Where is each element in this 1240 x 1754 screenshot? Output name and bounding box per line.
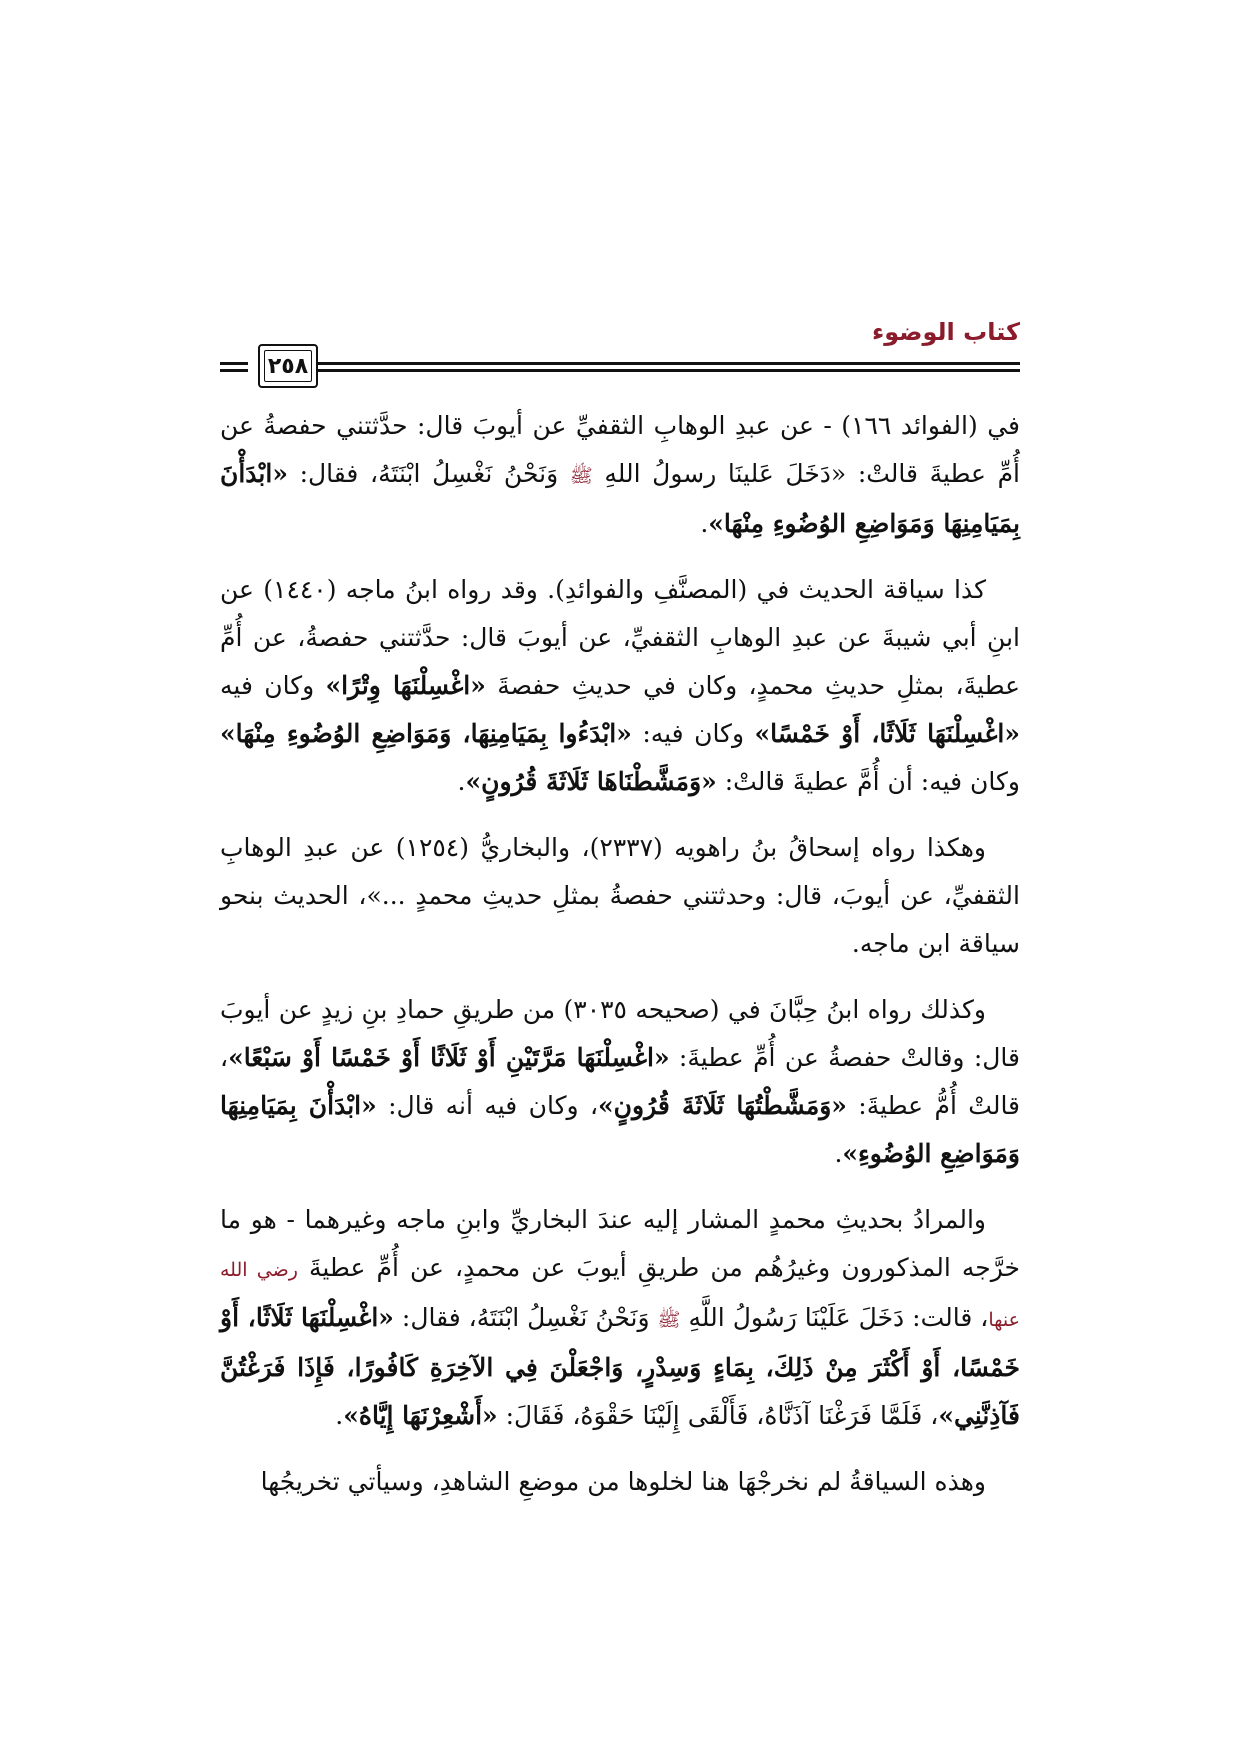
page-body <box>220 402 1020 1524</box>
header-rule <box>220 362 248 365</box>
hadith-quote: «ابْدَءُوا بِمَيَامِنِهَا، وَمَوَاضِعِ الوُضُوءِ مِنْهَا» <box>220 719 632 748</box>
text: وكان فيه <box>220 671 326 700</box>
hadith-quote: «وَمَشَّطْنَاهَا ثَلَاثَةَ قُرُونٍ» <box>465 767 717 796</box>
hadith-quote: «اغْسِلْنَهَا مَرَّتَيْنِ أَوْ ثَلَاثًا أَوْ خَمْسًا أَوْ سَبْعًا» <box>228 1043 670 1072</box>
page-number-frame <box>258 344 318 388</box>
text: ، قالتْ أُمُّ عطيةَ: <box>220 1043 1021 1120</box>
text: . <box>335 1401 344 1430</box>
hadith-quote: «أَشْعِرْنَهَا إِيَّاهُ» <box>343 1401 498 1430</box>
hadith-quote: «اغْسِلْنَهَا وِتْرًا» <box>325 671 486 700</box>
header-rule <box>318 369 1020 372</box>
text: في (الفوائد ١٦٦) - عن عبدِ الوهابِ الثقفيِّ عن أيوبَ قال: حدَّثتني حفصةُ عن أُمِّ عطيةَ قالتْ: «دَخَلَ عَلينَا رسولُ اللهِ <box>220 411 1021 488</box>
text: ، وكان فيه أنه قال: <box>376 1091 599 1120</box>
text: وهكذا رواه إسحاقُ بنُ راهويه (٢٣٣٧)، والبخاريُّ (١٢٥٤) عن عبدِ الوهابِ الثقفيِّ، عن أيوبَ، قال: وحدثتني حفصةُ بمثلِ حديثِ محمدٍ ...»، الحديث بنحو سياقة ابن ماجه. <box>220 833 1020 958</box>
hadith-quote: «اغْسِلْنَهَا ثَلَاثًا، أَوْ خَمْسًا» <box>754 719 1020 748</box>
text: ، قالت: دَخَلَ عَلَيْنَا رَسُولُ اللَّهِ <box>680 1303 989 1332</box>
hadith-quote: «اغْسِلْنَهَا ثَلَاثًا، أَوْ خَمْسًا، أَوْ أَكْثَرَ مِنْ ذَلِكَ، بِمَاءٍ وَسِدْرٍ، وَاجْعَلْنَ فِي الآخِرَةِ كَافُورًا، فَإِذَا فَرَغْتُنَّ فَآذِنَّنِي» <box>220 1303 1020 1430</box>
honorific-symbol: ﷺ <box>657 1309 681 1331</box>
text: وكان فيه: أن أُمَّ عطيةَ قالتْ: <box>716 767 1020 796</box>
text: والمرادُ بحديثِ محمدٍ المشار إليه عندَ البخاريِّ وابنِ ماجه وغيرهما - هو ما خرَّجه المذكورون وغيرُهُم من طريقِ أيوبَ عن محمدٍ، عن أُمِّ عطيةَ <box>220 1205 1020 1282</box>
paragraph-3 <box>220 824 1020 968</box>
paragraph-1 <box>220 402 1020 548</box>
hadith-quote: «ابْدَأْنَ بِمَيَامِنِهَا وَمَوَاضِعِ الوُضُوءِ» <box>220 1091 1020 1168</box>
text: وكان فيه: <box>631 719 755 748</box>
text: وهذه السياقةُ لم نخرجْهَا هنا لخلوها من موضعِ الشاهدِ، وسيأتي تخريجُها <box>260 1467 986 1496</box>
running-title: كتاب الوضوء <box>871 318 1020 346</box>
text: وكذلك رواه ابنُ حِبَّانَ في (صحيحه ٣٠٣٥) من طريقِ حمادِ بنِ زيدٍ عن أيوبَ قال: وقالتْ حفصةُ عن أُمِّ عطيةَ: <box>220 995 1020 1072</box>
hadith-quote: «ابْدَأْنَ بِمَيَامِنِهَا وَمَوَاضِعِ الوُضُوءِ مِنْهَا» <box>220 459 1020 538</box>
header-rule <box>220 369 248 372</box>
page-header <box>220 308 1020 380</box>
text: كذا سياقة الحديث في (المصنَّفِ والفوائدِ). وقد رواه ابنُ ماجه (١٤٤٠) عن ابنِ أبي شيبةَ عن عبدِ الوهابِ الثقفيِّ، عن أيوبَ قال: حدَّثتني حفصةُ، عن أُمِّ عطيةَ، بمثلِ حديثِ محمدٍ، وكان في حديثِ حفصةَ <box>220 575 1020 700</box>
paragraph-4 <box>220 986 1020 1178</box>
text: ، فَلَمَّا فَرَغْنَا آذَنَّاهُ، فَأَلْقَى إِلَيْنَا حَقْوَهُ، فَقَالَ: <box>497 1401 939 1430</box>
paragraph-2 <box>220 566 1020 806</box>
text: . <box>457 767 466 796</box>
hadith-quote: «وَمَشَّطْتُهَا ثَلَاثَةَ قُرُونٍ» <box>598 1091 847 1120</box>
honorific-symbol: ﷺ <box>569 465 593 487</box>
text: . <box>700 509 709 538</box>
text: وَنَحْنُ نَغْسِلُ ابْنَتَهُ، فقال: <box>393 1303 658 1332</box>
honorific-symbol: رضي الله عنها <box>220 1259 1020 1331</box>
paragraph-6 <box>220 1458 1020 1506</box>
header-rule <box>318 362 1020 365</box>
text: وَنَحْنُ نَغْسِلُ ابْنَتَهُ، فقال: <box>287 459 570 488</box>
text: . <box>834 1139 843 1168</box>
page-number: ٢٥٨ <box>267 353 309 379</box>
paragraph-5 <box>220 1196 1020 1440</box>
